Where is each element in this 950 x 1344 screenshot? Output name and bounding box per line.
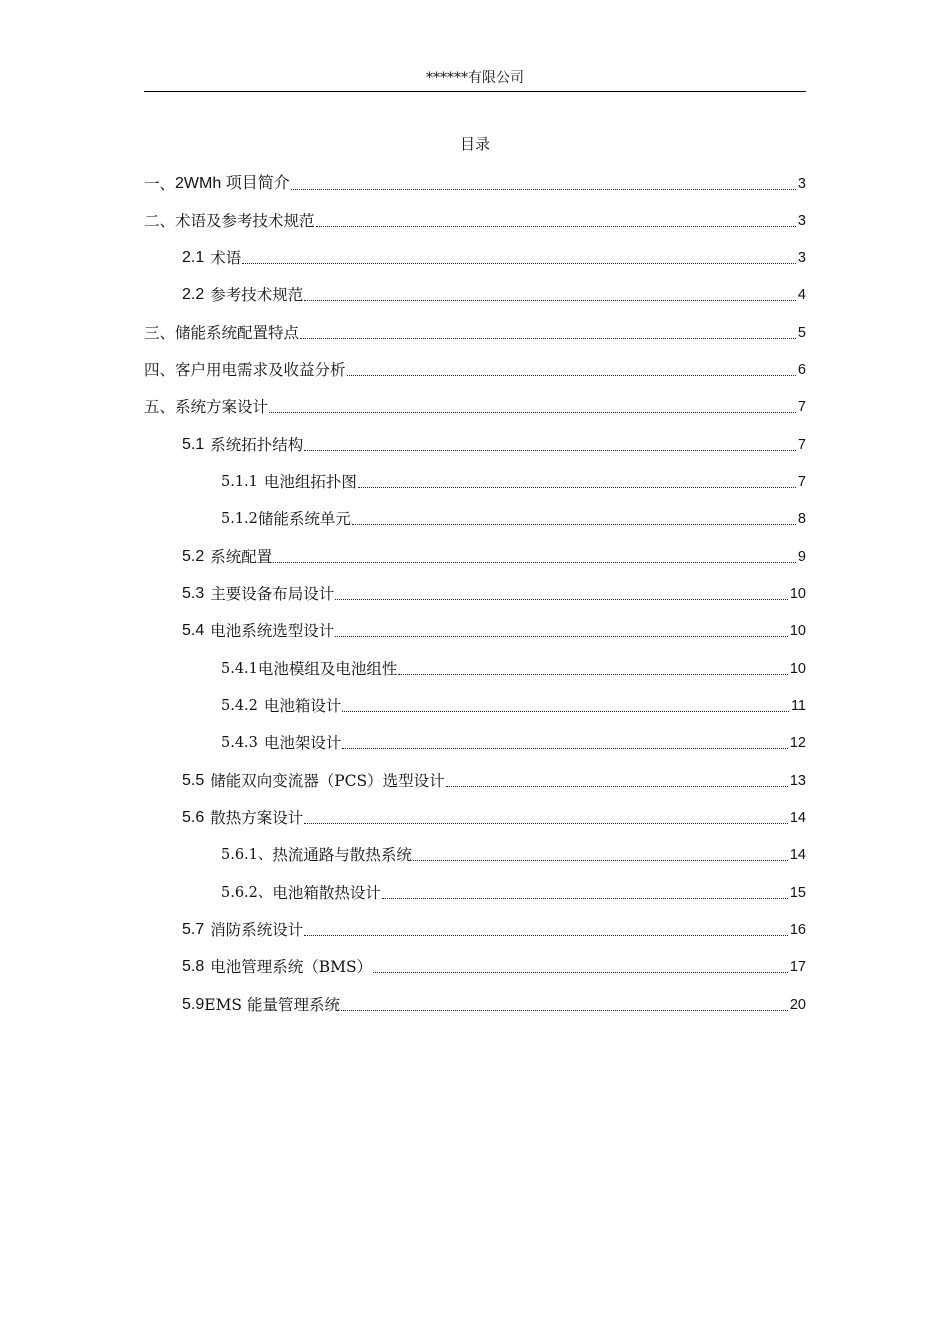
- toc-entry-number: 5.6: [182, 809, 205, 826]
- toc-entry-label: 术语: [210, 249, 242, 267]
- page-header-company: ******有限公司: [426, 70, 524, 86]
- toc-entry[interactable]: [221, 695, 806, 717]
- toc-entry[interactable]: [182, 994, 806, 1016]
- toc-entry-number: 5.5: [182, 772, 205, 789]
- toc-entry-page: 9: [797, 549, 806, 565]
- toc-entry-number: 2.2: [182, 286, 205, 303]
- toc-entry[interactable]: [182, 956, 806, 978]
- toc-entry-number: 2.1: [182, 249, 205, 266]
- toc-leader-dots: [373, 956, 788, 978]
- toc-entry[interactable]: [182, 770, 806, 792]
- toc-entry[interactable]: [221, 732, 806, 754]
- toc-entry-label: 电池箱散热设计: [272, 884, 381, 902]
- toc-entry-number: 一、: [144, 175, 176, 193]
- toc-entry-number: 三、: [144, 324, 176, 342]
- toc-entry-label: 术语及参考技术规范: [175, 212, 315, 230]
- toc-entry-number: 5.2: [182, 548, 205, 565]
- toc-entry[interactable]: [144, 173, 806, 195]
- toc-entry-label: 储能系统单元: [257, 510, 351, 528]
- toc-entry[interactable]: [144, 359, 806, 381]
- toc-entry-number: 5.4.2: [221, 698, 258, 714]
- toc-leader-dots: [335, 583, 788, 605]
- toc-entry-number: 5.3: [182, 585, 205, 602]
- toc-leader-dots: [300, 322, 796, 344]
- toc-leader-dots: [273, 546, 796, 568]
- toc-entry-page: 13: [789, 773, 806, 789]
- toc-entry-page: 8: [797, 511, 806, 527]
- toc-leader-dots: [316, 210, 796, 232]
- toc-leader-dots: [398, 658, 787, 680]
- toc-entry-page: 11: [790, 698, 806, 714]
- toc-entry-number: 5.6.1、: [221, 847, 273, 863]
- toc-entry-number: 五、: [144, 398, 176, 416]
- toc-leader-dots: [304, 807, 788, 829]
- toc-entry-label: 电池架设计: [263, 734, 342, 752]
- toc-entry-page: 16: [789, 922, 806, 938]
- toc-entry-number: 5.1: [182, 436, 205, 453]
- toc-entry[interactable]: [221, 508, 806, 530]
- toc-entry-label: 系统配置: [210, 548, 273, 566]
- toc-entry-label: 散热方案设计: [210, 809, 304, 827]
- toc-entry[interactable]: [144, 322, 806, 344]
- toc-leader-dots: [352, 508, 796, 530]
- toc-entry-page: 7: [797, 474, 806, 490]
- toc-entry-label: 储能双向变流器（PCS）选型设计: [210, 772, 445, 790]
- toc-entry-label: 2WMh 项目简介: [175, 175, 290, 192]
- toc-entry-page: 17: [789, 959, 806, 975]
- toc-entry-page: 3: [797, 176, 806, 192]
- toc-leader-dots: [342, 732, 787, 754]
- toc-leader-dots: [242, 247, 796, 269]
- toc-entry-page: 14: [789, 847, 806, 863]
- toc-entry-label: 热流通路与散热系统: [272, 846, 412, 864]
- toc-entry-page: 4: [797, 287, 806, 303]
- toc-entry-number: 四、: [144, 361, 176, 379]
- toc-entry-number: 5.1.2: [221, 511, 258, 527]
- toc-entry[interactable]: [221, 882, 806, 904]
- toc-leader-dots: [304, 284, 796, 306]
- toc-entry-number: 5.9: [182, 996, 205, 1013]
- header-divider: [144, 91, 806, 92]
- toc-entry-label: 消防系统设计: [210, 921, 304, 939]
- toc-leader-dots: [304, 919, 788, 941]
- toc-entry-label: 系统拓扑结构: [210, 436, 304, 454]
- toc-entry[interactable]: [221, 844, 806, 866]
- toc-entry[interactable]: [144, 396, 806, 418]
- toc-leader-dots: [382, 882, 788, 904]
- toc-entry-label: 电池管理系统（BMS）: [210, 958, 373, 976]
- toc-entry-page: 3: [797, 250, 806, 266]
- toc-entry-page: 14: [789, 810, 806, 826]
- toc-entry-label: 客户用电需求及收益分析: [175, 361, 346, 379]
- toc-leader-dots: [347, 359, 796, 381]
- toc-entry-number: 5.7: [182, 921, 205, 938]
- toc-entry-number: 5.8: [182, 958, 205, 975]
- toc-entry-page: 3: [797, 213, 806, 229]
- toc-entry-page: 10: [789, 586, 806, 602]
- toc-entry[interactable]: [182, 247, 806, 269]
- toc-entry-page: 10: [789, 623, 806, 639]
- toc-leader-dots: [413, 844, 788, 866]
- toc-entry[interactable]: [182, 583, 806, 605]
- toc-leader-dots: [304, 434, 796, 456]
- toc-entry-label: 电池组拓扑图: [263, 473, 357, 491]
- toc-leader-dots: [342, 695, 789, 717]
- toc-entry-page: 15: [789, 885, 806, 901]
- toc-entry-number: 二、: [144, 212, 176, 230]
- toc-entry-number: 5.1.1: [221, 474, 258, 490]
- toc-entry[interactable]: [182, 807, 806, 829]
- toc-entry-page: 10: [789, 661, 806, 677]
- toc-entry-label: 电池箱设计: [263, 697, 342, 715]
- toc-entry[interactable]: [221, 471, 806, 493]
- toc-entry-page: 7: [797, 437, 806, 453]
- toc-entry-label: 电池模组及电池组性: [257, 660, 398, 678]
- toc-entry[interactable]: [182, 284, 806, 306]
- toc-entry-label: 系统方案设计: [175, 398, 269, 416]
- toc-entry-label: 储能系统配置特点: [175, 324, 300, 342]
- toc-entry-number: 5.4: [182, 622, 205, 639]
- toc-entry[interactable]: [182, 919, 806, 941]
- toc-leader-dots: [358, 471, 796, 493]
- toc-entry-page: 20: [789, 997, 806, 1013]
- toc-entry-label: 电池系统选型设计: [210, 622, 335, 640]
- toc-leader-dots: [291, 173, 796, 195]
- toc-entry[interactable]: [144, 210, 806, 232]
- toc-leader-dots: [341, 994, 788, 1016]
- toc-entry[interactable]: [182, 546, 806, 568]
- toc-entry-label: 主要设备布局设计: [210, 585, 335, 603]
- toc-title: 目录: [459, 135, 490, 153]
- toc-leader-dots: [446, 770, 788, 792]
- toc-entry-page: 5: [797, 325, 806, 341]
- toc-entry-page: 6: [797, 362, 806, 378]
- toc-entry[interactable]: [221, 658, 806, 680]
- toc-entry[interactable]: [182, 434, 806, 456]
- toc-entry-label: 参考技术规范: [210, 286, 304, 304]
- toc-leader-dots: [335, 620, 788, 642]
- toc-entry-number: 5.6.2、: [221, 885, 273, 901]
- toc-entry-page: 7: [797, 399, 806, 415]
- toc-entry-number: 5.4.1: [221, 661, 258, 677]
- toc-leader-dots: [269, 396, 796, 418]
- toc-entry-page: 12: [789, 735, 806, 751]
- toc-entry[interactable]: [182, 620, 806, 642]
- toc-entry-label: EMS 能量管理系统: [204, 996, 340, 1014]
- toc-entry-number: 5.4.3: [221, 735, 258, 751]
